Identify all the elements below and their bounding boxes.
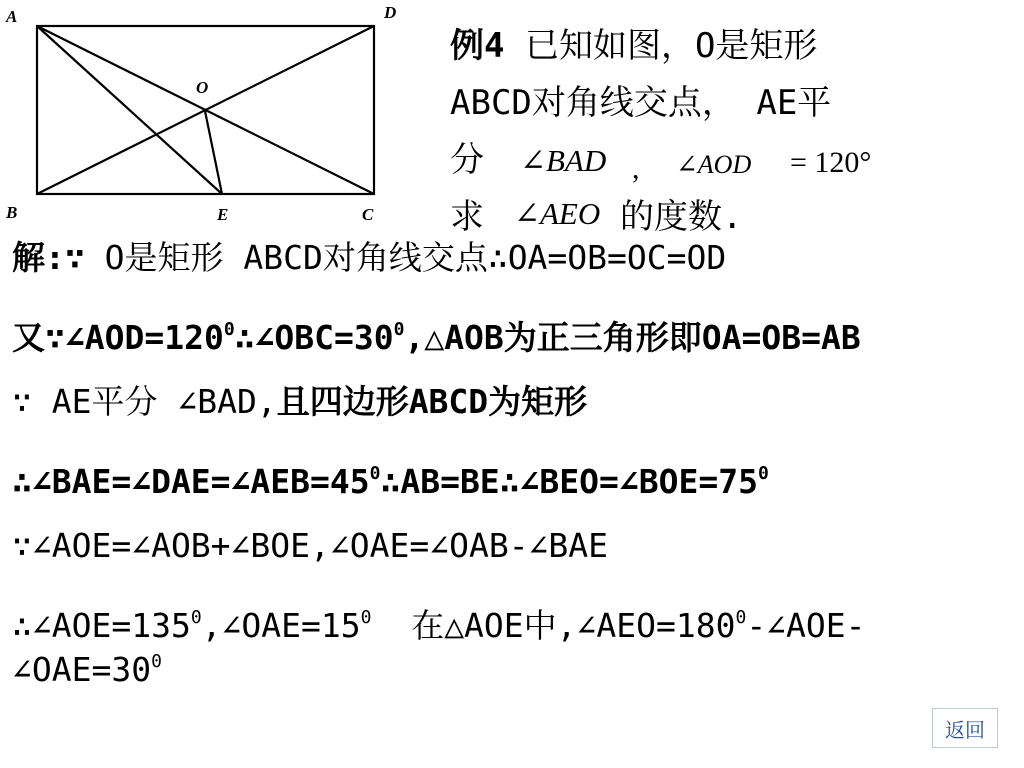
rectangle-diagram [0, 0, 410, 232]
solution-text-3b: 且四边形ABCD为矩形 [276, 382, 588, 421]
degree-mark: 0 [190, 607, 202, 628]
solution-text-4a: ∴∠BAE=∠DAE=∠AEB=45 [12, 462, 370, 501]
degree-mark: 0 [735, 607, 747, 628]
solution-block [12, 232, 1022, 708]
degree-mark: 0 [223, 319, 235, 340]
comma-separator: , [632, 152, 640, 185]
label-d: D [384, 3, 397, 22]
solution-text-3a: ∵ AE平分 ∠BAD, [12, 382, 277, 421]
solution-line-3 [12, 376, 1022, 448]
solution-text-6d: -∠AOE- [746, 606, 866, 645]
problem-line-2 [450, 75, 920, 132]
problem-statement [450, 18, 920, 246]
label-c: C [362, 205, 374, 224]
problem-text-1: 已知如图，O是矩形 [504, 26, 818, 66]
solution-line-7 [12, 636, 1022, 708]
solution-lead: 解:∵ [12, 238, 85, 277]
solution-line-6 [12, 592, 1022, 645]
angle-aeo: ∠AEO [514, 196, 601, 231]
solution-text-2b: ∴∠OBC=30 [234, 318, 394, 357]
segment-ae [37, 26, 222, 194]
angle-value: = 120° [790, 146, 872, 179]
degree-mark: 0 [360, 607, 372, 628]
back-button[interactable]: 返回 [932, 708, 998, 748]
solution-line-5 [12, 520, 1022, 592]
degree-mark: 0 [757, 463, 769, 484]
problem-line-1 [450, 18, 920, 75]
solution-line-2 [12, 304, 1022, 376]
example-number: 例4 [450, 26, 505, 66]
angle-bad: ∠BAD [520, 143, 607, 178]
solution-line-1 [12, 232, 1022, 304]
problem-text-4: 求 [450, 197, 484, 237]
solution-text-5: ∵∠AOE=∠AOB+∠BOE,∠OAE=∠OAB-∠BAE [12, 526, 609, 565]
solution-text-6c: 在△AOE中,∠AEO=180 [371, 606, 736, 645]
degree-mark: 0 [393, 319, 405, 340]
problem-line-3 [450, 132, 920, 189]
solution-line-4 [12, 448, 1022, 520]
degree-mark: 0 [369, 463, 381, 484]
problem-text-5: 的度数. [620, 197, 743, 237]
solution-text-6b: ,∠OAE=15 [201, 606, 361, 645]
label-a: A [6, 7, 18, 26]
label-o: O [196, 78, 209, 97]
label-b: B [6, 203, 18, 222]
degree-mark: 0 [151, 651, 162, 672]
solution-text-6a: ∴∠AOE=135 [12, 606, 191, 645]
solution-text-7a: ∠OAE=30 [12, 650, 152, 689]
problem-text-3: 分 [450, 140, 484, 180]
solution-text-2c: ,△AOB为正三角形即OA=OB=AB [404, 318, 861, 357]
solution-text-1: O是矩形 ABCD对角线交点∴OA=OB=OC=OD [84, 238, 727, 277]
angle-aod: ∠AOD [676, 150, 752, 179]
solution-text-2a: 又∵∠AOD=120 [12, 318, 224, 357]
solution-text-4b: ∴AB=BE∴∠BEO=∠BOE=75 [380, 462, 758, 501]
label-e: E [217, 205, 229, 224]
problem-text-2: ABCD对角线交点， AE平 [450, 83, 832, 123]
